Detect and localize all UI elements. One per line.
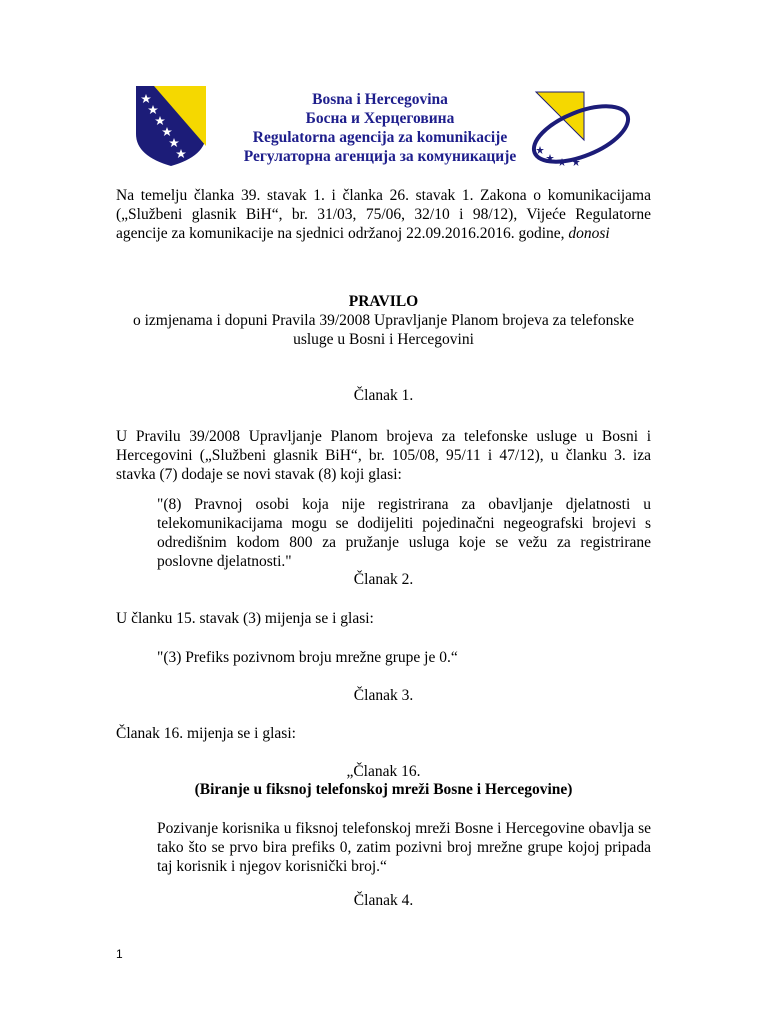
- article-2-quote: "(3) Prefiks pozivnom broju mrežne grupe je 0.“: [157, 649, 458, 666]
- agency-line-1: Bosna i Hercegovina: [312, 91, 448, 108]
- article-2-heading: Članak 2.: [353, 571, 414, 588]
- article-16-heading: „Članak 16.: [346, 763, 421, 780]
- agency-name-block: [240, 90, 520, 166]
- article-1-heading: Članak 1.: [353, 387, 414, 404]
- document-subtitle: o izmjenama i dopuni Pravila 39/2008 Upravljanje Planom brojeva za telefonske usluge u Bosni i Hercegovini: [132, 312, 635, 348]
- article-3-heading: Članak 3.: [353, 687, 414, 704]
- intro-text: Na temelju članka 39. stavak 1. i članka 26. stavak 1. Zakona o komunikacijama („Službeni glasnik BiH“, br. 31/03, 75/06, 32/10 i 98/12), Vijeće Regulatorne agencije za komunikacije na sjednici održanoj 22.09.2016.2016. godine,: [116, 187, 651, 242]
- agency-line-2: Босна и Херцеговина: [305, 110, 455, 127]
- intro-donosi: donosi: [568, 225, 610, 242]
- coat-of-arms-icon: [134, 84, 208, 168]
- document-header: [0, 0, 768, 180]
- article-1-text: U Pravilu 39/2008 Upravljanje Planom brojeva za telefonske usluge u Bosni i Hercegovini („Službeni glasnik BiH“, br. 105/08, 95/11 i 47/12), u članku 3. iza stavka (7) dodaje se novi stavak (8) koji glasi:: [116, 428, 651, 483]
- document-title: PRAVILO: [348, 293, 419, 310]
- article-4-heading: Članak 4.: [353, 892, 414, 909]
- page-number: 1: [116, 947, 123, 961]
- agency-logo-icon: [526, 88, 636, 170]
- article-2-text: U članku 15. stavak (3) mijenja se i glasi:: [116, 610, 374, 627]
- intro-paragraph: [116, 186, 651, 243]
- article-16-title: (Biranje u fiksnoj telefonskoj mreži Bosne i Hercegovine): [194, 781, 573, 798]
- agency-line-4: Регулаторна агенција за комуникације: [243, 148, 517, 165]
- agency-line-3: Regulatorna agencija za komunikacije: [252, 129, 508, 146]
- article-1-quote: "(8) Pravnoj osobi koja nije registrirana za obavljanje djelatnosti u telekomunikacijama mogu se dodijeliti pojedinačni negeografski brojevi s odredišnim kodom 800 za pružanje usluga koje se vežu za registrirane poslovne djelatnosti.": [157, 496, 651, 570]
- article-3-text: Članak 16. mijenja se i glasi:: [116, 725, 296, 742]
- article-16-text: Pozivanje korisnika u fiksnoj telefonskoj mreži Bosne i Hercegovine obavlja se tako što se prvo bira prefiks 0, zatim pozivni broj mrežne grupe kojoj pripada taj korisnik i njegov korisnički broj.“: [157, 820, 651, 875]
